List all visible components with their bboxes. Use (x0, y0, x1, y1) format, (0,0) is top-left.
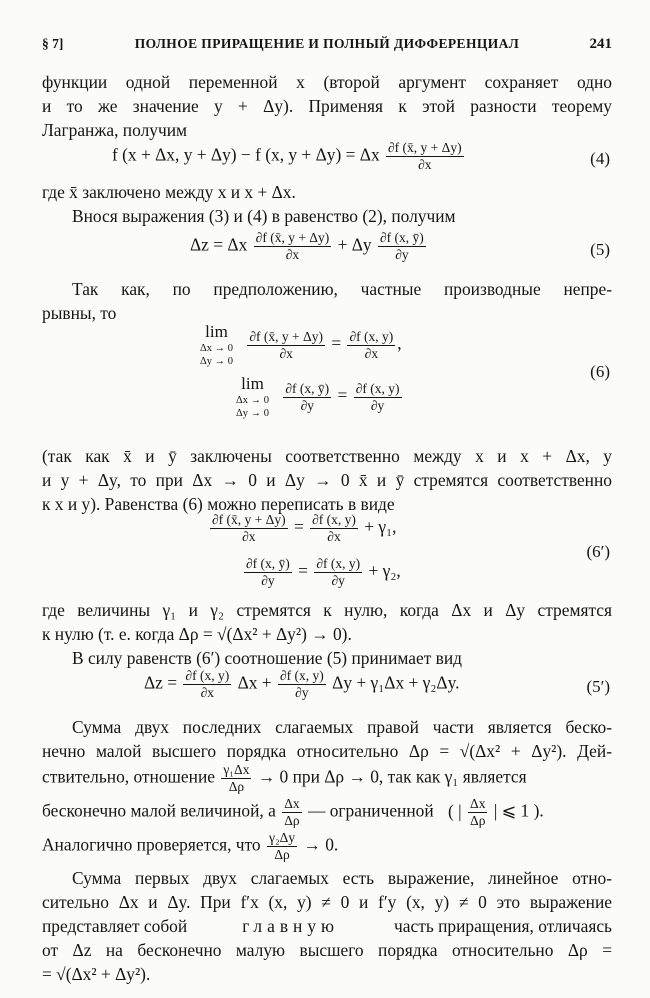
equation-6b: lim Δx → 0 Δy → 0 $\frac{\partial f (x, ȳ)}{\partial y}$ = $\frac{\partial f (x, y)}{\partial y}$ (236, 374, 400, 419)
numerator: ∂f (x, ȳ) (285, 380, 330, 396)
page-number: 241 (589, 36, 612, 52)
fraction (347, 329, 395, 362)
denominator: ∂x (327, 529, 341, 544)
equation-tail: Δy + γ₁Δx + γ₂Δy. (332, 672, 460, 693)
equation-number: (5) (590, 240, 610, 259)
text-line: и y + Δy, то при Δx → 0 и Δy → 0 x̄ и ȳ стремятся соответственно (42, 470, 612, 490)
text-fragment: Аналогично проверяется, что (42, 834, 261, 855)
equation-number: (6) (590, 362, 610, 381)
numerator: ∂f (x, y) (279, 668, 324, 683)
fraction (354, 381, 402, 414)
numerator: ∂f (x̄, y + Δy) (249, 328, 323, 344)
limit (200, 322, 233, 368)
numerator: ∂f (x, ȳ) (246, 556, 290, 571)
equation-6prime-b: $\frac{\partial f (x, ȳ)}{\partial y}$ = $\frac{\partial f (x, y)}{\partial y}$ + γ₂, (246, 556, 401, 588)
limit-subscript: Δy → 0 (236, 408, 270, 419)
denominator: ∂y (331, 573, 345, 588)
denominator: ∂x (364, 345, 379, 361)
spaced-emphasis: главную (242, 916, 340, 936)
text-fragment: → 0. (303, 834, 339, 855)
text-fragment: ствительно, отношение (42, 766, 215, 787)
denominator: Δρ (284, 813, 300, 828)
running-title: ПОЛНОЕ ПРИРАЩЕНИЕ И ПОЛНЫЙ ДИФФЕРЕНЦИАЛ (134, 36, 520, 51)
equation-6prime-a: $\frac{\partial f (x̄, y + \Delta y)}{\partial x}$ = $\frac{\partial f (x, y)}{\partial x}$ + γ₁, (212, 512, 397, 544)
running-header (42, 36, 612, 58)
fraction (210, 512, 288, 545)
denominator: ∂x (200, 685, 215, 700)
text-line (42, 830, 612, 860)
fraction (314, 556, 362, 589)
fraction (278, 668, 326, 701)
fraction (221, 762, 251, 795)
text-line: нечно малой высшего порядка относительно Δρ = √(Δx² + Δy²). Дей- (42, 741, 612, 761)
equation-number: (5′) (586, 677, 610, 696)
fraction (267, 830, 297, 863)
denominator: Δρ (228, 779, 245, 794)
numerator: ∂f (x̄, y + Δy) (388, 140, 462, 155)
equation-tail: + γ₂, (368, 560, 401, 581)
numerator: γ₂Δy (268, 830, 296, 845)
numerator: ∂f (x, ȳ) (380, 230, 424, 245)
text-fragment: — ограниченной (307, 800, 434, 821)
text-line: к x и y). Равенства (6) можно переписать в виде (42, 494, 395, 514)
text-line: рывны, то (42, 303, 117, 323)
text-line (42, 914, 612, 938)
denominator: ∂y (261, 573, 275, 588)
denominator: ∂y (370, 397, 385, 413)
limit-subscript: Δx → 0 (236, 395, 270, 406)
text-fragment: бесконечно малой величиной, а (42, 800, 276, 821)
denominator: ∂y (300, 397, 314, 413)
text-line: где x̄ заключено между x и x + Δx. (42, 182, 296, 202)
text-line: где величины γ₁ и γ₂ стремятся к нулю, когда Δx и Δy стремятся (42, 600, 612, 620)
fraction (247, 329, 325, 362)
fraction (468, 796, 487, 829)
fraction (310, 512, 358, 545)
fraction (183, 668, 231, 701)
equation-tail: + γ₁, (364, 516, 397, 537)
equation-5-lhs: Δz = Δx (190, 234, 248, 255)
text-line: сительно Δx и Δy. При f′x (x, y) ≠ 0 и f′y (x, y) ≠ 0 это выражение (42, 892, 612, 912)
text-fragment: | ⩽ 1 ). (493, 800, 544, 821)
equation-6a: lim Δx → 0 Δy → 0 $\frac{\partial f (x̄, y + \Delta y)}{\partial x}$ = $\frac{\partial f (x, y)}{\partial x}$ , (200, 322, 402, 367)
text-line: = √(Δx² + Δy²). (42, 964, 151, 984)
fraction (378, 230, 426, 263)
text-line: Внося выражения (3) и (4) в равенство (2), получим (72, 206, 456, 226)
denominator: ∂x (242, 529, 256, 544)
numerator: ∂f (x, y) (349, 328, 394, 344)
denominator: ∂y (395, 247, 409, 262)
denominator: ∂y (295, 685, 309, 700)
text-line: Сумма первых двух слагаемых есть выражение, линейное отно- (72, 868, 612, 888)
fraction (283, 381, 331, 414)
text-line: В силу равенств (6′) соотношение (5) принимает вид (72, 648, 463, 668)
numerator: Δx (470, 796, 486, 811)
denominator: ∂x (285, 247, 300, 262)
equation-lhs: Δz = (144, 672, 178, 693)
limit (236, 374, 269, 420)
text-line (42, 796, 612, 828)
numerator: ∂f (x̄, y + Δy) (212, 512, 286, 527)
section-marker: § 7] (42, 36, 64, 51)
fraction (386, 140, 464, 173)
text-line: к нулю (т. е. когда Δρ = √(Δx² + Δy²) → 0). (42, 624, 352, 644)
numerator: ∂f (x, y) (316, 556, 361, 571)
limit-subscript: Δx → 0 (200, 343, 234, 354)
text-line: функции одной переменной x (второй аргумент сохраняет одно (42, 72, 612, 92)
numerator: ∂f (x̄, y + Δy) (255, 230, 330, 245)
text-line: от Δz на бесконечно малую высшего порядка относительно Δρ = (42, 940, 612, 960)
denominator: ∂x (418, 157, 432, 172)
equation-number: (4) (590, 149, 610, 168)
fraction (244, 556, 292, 589)
equation-5prime (144, 668, 460, 701)
numerator: γ₁Δx (223, 762, 250, 777)
text-fragment: представляет собой (42, 916, 188, 936)
limit-word: lim (205, 322, 228, 341)
denominator: ∂x (279, 345, 293, 361)
text-fragment: часть приращения, отличаясь (394, 916, 612, 936)
text-line: и то же значение y + Δy). Применяя к этой разности теорему (42, 96, 612, 116)
equation-middle: Δx + (237, 672, 272, 693)
limit-subscript: Δy → 0 (200, 356, 234, 367)
equation-4-lhs: f (x + Δx, y + Δy) − f (x, y + Δy) = Δx (112, 144, 380, 165)
numerator: ∂f (x, y) (185, 668, 230, 683)
limit-word: lim (241, 374, 264, 393)
numerator: ∂f (x, y) (312, 512, 356, 527)
numerator: Δx (284, 796, 300, 811)
equation-5 (190, 230, 428, 263)
text-line: Так как, по предположению, частные производные непре- (72, 279, 612, 299)
denominator: Δρ (274, 847, 290, 862)
equation-number: (6′) (586, 542, 610, 561)
fraction (254, 230, 332, 263)
equation-5-middle: + Δy (337, 234, 372, 255)
text-line (42, 762, 612, 792)
numerator: ∂f (x, y) (355, 380, 400, 396)
text-line: (так как x̄ и ȳ заключены соответственно между x и x + Δx, y (42, 446, 612, 466)
equation-4 (112, 140, 466, 173)
fraction (282, 796, 301, 829)
text-fragment: → 0 при Δρ → 0, так как γ₁ является (257, 766, 527, 787)
text-line: Сумма двух последних слагаемых правой части является беско- (72, 717, 612, 737)
text-line: Лагранжа, получим (42, 120, 188, 140)
denominator: Δρ (470, 813, 486, 828)
text-fragment: ( | (448, 800, 462, 821)
